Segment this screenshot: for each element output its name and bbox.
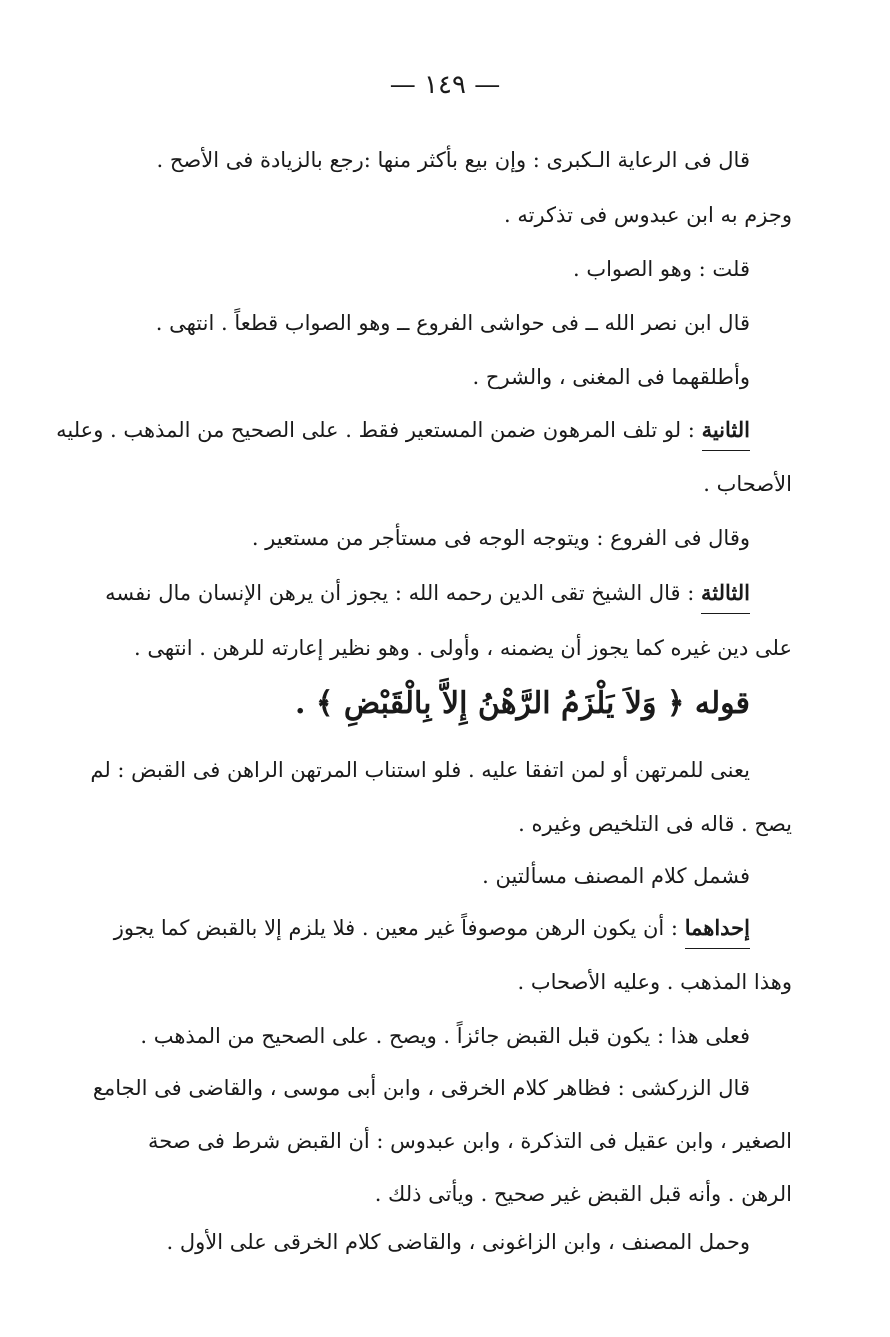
text-line: قال ابن نصر الله ــ فى حواشى الفروع ــ وهو الصواب قطعاً . انتهى . <box>155 311 750 335</box>
text-line: وأطلقهما فى المغنى ، والشرح . <box>472 365 750 389</box>
verse-intro: قوله <box>694 686 750 721</box>
text-line: الأصحاب . <box>703 472 792 496</box>
third-text: : قال الشيخ تقى الدين رحمه الله : يجوز أن يرهن الإنسان مال نفسه <box>105 581 695 605</box>
third-label: الثالثة <box>701 577 750 614</box>
text-line: وهذا المذهب . وعليه الأصحاب . <box>517 970 792 994</box>
second-text: : لو تلف المرهون ضمن المستعير فقط . على الصحيح من المذهب . وعليه <box>56 418 695 442</box>
text-line: فشمل كلام المصنف مسألتين . <box>482 864 750 888</box>
quranic-verse-heading <box>295 684 750 724</box>
text-line: فعلى هذا : يكون قبل القبض جائزاً . ويصح . على الصحيح من المذهب . <box>140 1024 750 1048</box>
text-line: قال الزركشى : فظاهر كلام الخرقى ، وابن أبى موسى ، والقاضى فى الجامع <box>92 1076 750 1100</box>
verse-text: ﴿ وَلاَ يَلْزَمُ الرَّهْنُ إِلاَّ بِالْقَبْضِ ﴾ . <box>295 686 685 721</box>
first-label: إحداهما <box>685 912 750 949</box>
text-line: الرهن . وأنه قبل القبض غير صحيح . ويأتى ذلك . <box>374 1182 792 1206</box>
first-text: : أن يكون الرهن موصوفاً غير معين . فلا يلزم إلا بالقبض كما يجوز <box>113 916 679 940</box>
text-line: الصغير ، وابن عقيل فى التذكرة ، وابن عبدوس : أن القبض شرط فى صحة <box>148 1129 792 1153</box>
text-line: وحمل المصنف ، وابن الزاغونى ، والقاضى كلام الخرقى على الأول . <box>166 1230 750 1254</box>
paragraph-first <box>114 912 750 949</box>
text-line: يعنى للمرتهن أو لمن اتفقا عليه . فلو استناب المرتهن الراهن فى القبض : لم <box>90 758 750 782</box>
text-line: قلت : وهو الصواب . <box>572 257 750 281</box>
text-line: وقال فى الفروع : ويتوجه الوجه فى مستأجر من مستعير . <box>251 526 750 550</box>
paragraph-second <box>56 414 750 451</box>
text-line: قال فى الرعاية الـكبرى : وإن بيع بأكثر منها :رجع بالزيادة فى الأصح . <box>156 148 750 172</box>
paragraph-third <box>105 577 750 614</box>
text-line: وجزم به ابن عبدوس فى تذكرته . <box>504 203 792 227</box>
second-label: الثانية <box>702 414 750 451</box>
text-line: يصح . قاله فى التلخيص وغيره . <box>518 812 792 836</box>
page-number: — ١٤٩ — <box>389 70 501 100</box>
text-line: على دين غيره كما يجوز أن يضمنه ، وأولى . وهو نظير إعارته للرهن . انتهى . <box>134 636 792 660</box>
